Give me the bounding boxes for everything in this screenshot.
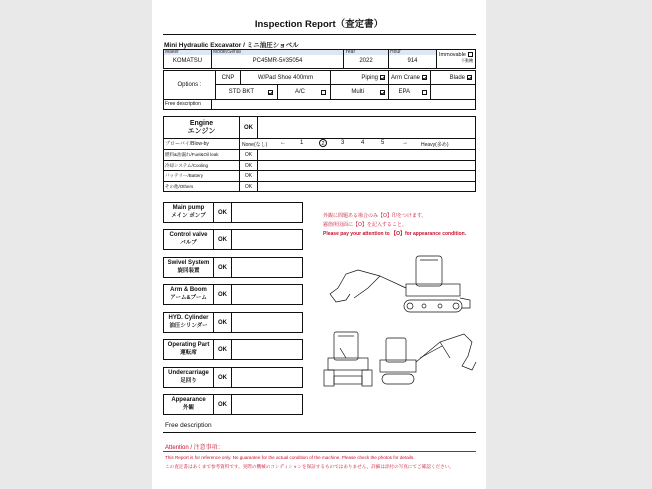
engine-row: [164, 171, 475, 182]
option-epa: EPA: [389, 85, 431, 100]
component-main-pump: Main pump メイン ポンプ OK: [163, 202, 303, 223]
arrow-right-icon: →: [402, 140, 408, 146]
model-value: PC45MR-5#35054: [252, 58, 303, 64]
immovable-jp: 不動機: [461, 58, 473, 63]
component-undercarriage: Undercarriage 足回り OK: [163, 367, 303, 388]
scale-4[interactable]: 4: [361, 140, 365, 146]
attention-divider: [163, 451, 476, 452]
engine-status: OK: [240, 117, 258, 139]
engine-row: [164, 182, 475, 192]
appearance-note: [323, 212, 483, 239]
ac-checkbox[interactable]: [321, 90, 326, 95]
note-jp-1: 外観に問題ある場合のみ【O】印をつけます。: [323, 213, 427, 219]
engine-row-status: OK: [240, 182, 258, 192]
engine-row-label: その他/Others: [164, 182, 240, 192]
std-bkt-checkbox[interactable]: [268, 90, 273, 95]
component-list: [163, 202, 304, 416]
maker-value: KOMATSU: [172, 58, 203, 64]
arrow-left-icon: ←: [280, 140, 286, 146]
hour-value: 914: [407, 58, 418, 64]
model-label: Model/Serial: [212, 50, 343, 55]
free-description-label: Free description: [164, 100, 212, 109]
engine-row-label: 燃料&油漏れ/Fuel&Oil leak: [164, 150, 240, 160]
option-cnp: CNP: [216, 71, 241, 85]
options-free-description[interactable]: [164, 100, 475, 109]
year-value: 2022: [359, 58, 373, 64]
option-empty: [431, 85, 475, 100]
model-heading: Mini Hydraulic Excavator / ミニ油圧ショベル: [164, 42, 299, 49]
maker-cell: [164, 50, 212, 68]
epa-checkbox[interactable]: [422, 90, 427, 95]
engine-row-status: OK: [240, 161, 258, 171]
year-label: Year: [344, 50, 388, 55]
engine-title: Engine エンジン: [164, 117, 240, 139]
engine-row: [164, 150, 475, 161]
blowby-none-label: None(なし): [242, 142, 268, 148]
multi-checkbox[interactable]: [380, 90, 385, 95]
option-ac: A/C: [278, 85, 331, 100]
title-divider: [163, 34, 476, 35]
year-cell: [344, 50, 389, 68]
attention-en: This Report is for reference only. No guarantee for the actual condition of the machine. Please check the photos for details.: [165, 455, 415, 460]
excavator-diagram: [320, 248, 480, 418]
engine-section: [163, 116, 476, 192]
report-title: Inspection Report（査定書）: [254, 19, 384, 30]
engine-row-status: OK: [240, 150, 258, 160]
hour-cell: [389, 50, 437, 68]
option-piping: Piping: [331, 71, 389, 85]
scale-5[interactable]: 5: [381, 140, 385, 146]
free-description-title: Free description: [165, 422, 212, 429]
model-cell: [212, 50, 344, 68]
attention-title: Attention / 注意事項：: [165, 445, 224, 451]
immovable-checkbox[interactable]: [468, 52, 473, 57]
free-description-line: [163, 432, 476, 433]
immovable-label: Immovable: [439, 52, 475, 58]
engine-row-label: 冷却システム/Cooling: [164, 161, 240, 171]
hour-label: Hour: [389, 50, 436, 55]
options-label: Options :: [177, 82, 202, 88]
component-swivel-system: Swivel System 旋回装置 OK: [163, 257, 303, 278]
excavator-side-view-icon: [330, 256, 470, 312]
options-box: [163, 70, 476, 110]
component-control-valve: Control valve バルブ OK: [163, 229, 303, 250]
engine-row-status: OK: [240, 171, 258, 181]
engine-row-label: バッテリー/Battery: [164, 171, 240, 181]
immovable-cell: [437, 50, 475, 68]
machine-info-box: [163, 49, 476, 69]
scale-2-selected[interactable]: 2: [319, 139, 327, 147]
report-sheet: [152, 0, 486, 489]
engine-remarks: [258, 117, 475, 139]
blowby-heavy-label: Heavy(多め): [421, 142, 449, 148]
note-en: Please pay your attention to 【O】for appearance condition.: [323, 231, 467, 237]
option-blade: Blade: [431, 71, 475, 85]
component-hyd-cylinder: HYD. Cylinder 油圧シリンダー OK: [163, 312, 303, 333]
options-label-cell: [164, 71, 216, 100]
option-multi: Multi: [331, 85, 389, 100]
engine-row: [164, 161, 475, 172]
blowby-label: ブローバイ/Blow-by: [164, 139, 240, 150]
arm-crane-checkbox[interactable]: [422, 75, 427, 80]
option-arm-crane: Arm Crane: [389, 71, 431, 85]
option-wpad: W/Pad Shoe 400mm: [241, 71, 331, 85]
scale-3[interactable]: 3: [341, 140, 345, 146]
attention-jp: この査定書はあくまで参考資料です。実際の機械のコンディションを保証するものではありません。詳細は添付の写真にてご確認ください。: [165, 464, 454, 469]
component-operating-part: Operating Part 運転席 OK: [163, 339, 303, 360]
excavator-rear-view-icon: [380, 334, 476, 384]
scale-1[interactable]: 1: [300, 140, 304, 146]
note-jp-2: 霧箇所図面に【O】を記入すること。: [323, 222, 407, 228]
piping-checkbox[interactable]: [380, 75, 385, 80]
blowby-scale: [240, 139, 475, 150]
excavator-front-view-icon: [324, 332, 372, 386]
option-std-bkt: STD BKT: [216, 85, 278, 100]
blade-checkbox[interactable]: [467, 75, 472, 80]
component-arm-boom: Arm & Boom アーム&ブーム OK: [163, 284, 303, 305]
component-appearance: Appearance 外観 OK: [163, 394, 303, 415]
maker-label: Maker: [164, 50, 211, 55]
